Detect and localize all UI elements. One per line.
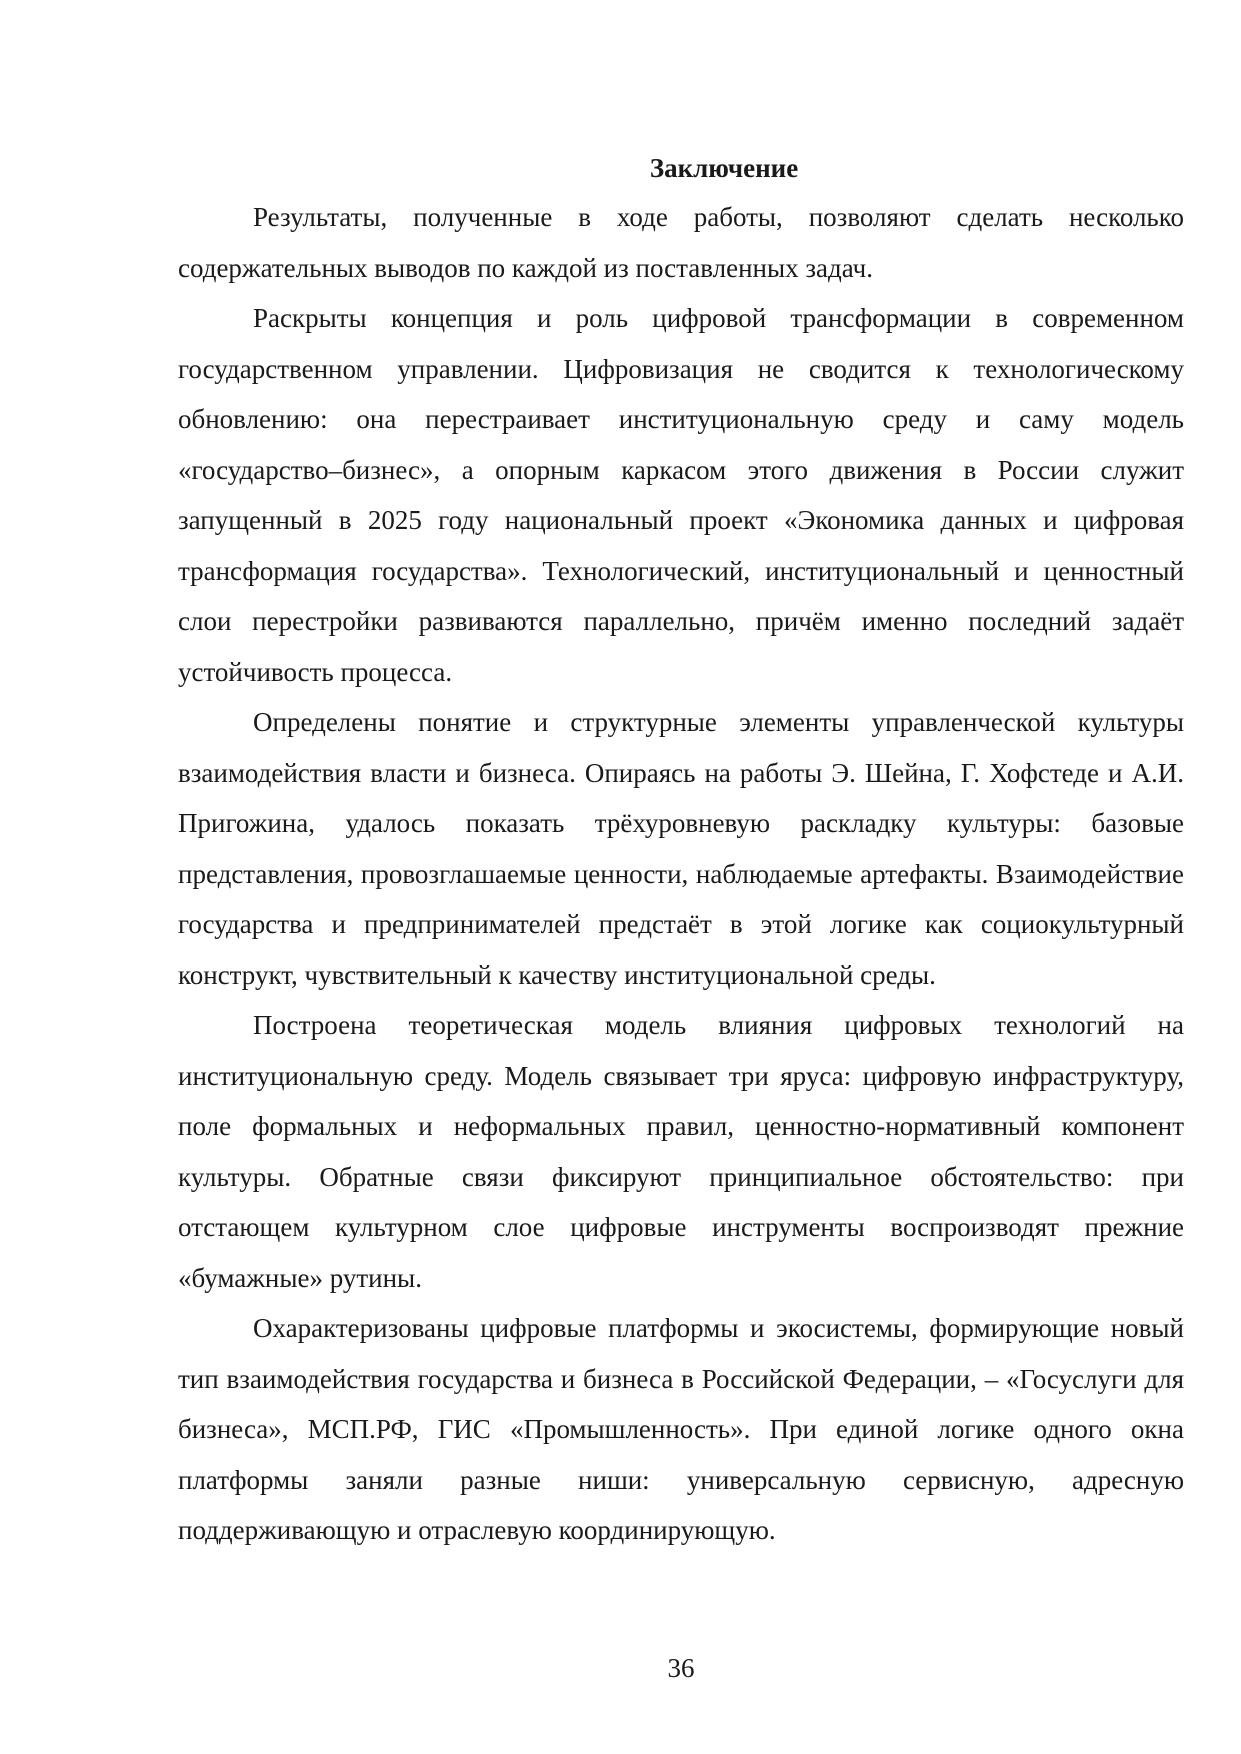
section-heading: Заключение xyxy=(649,153,799,183)
page-body xyxy=(178,144,1184,1556)
page-number: 36 xyxy=(667,1653,695,1683)
paragraph-digital-platforms: Охарактеризованы цифровые платформы и экосистемы, формирующие новый тип взаимодействия государства и бизнеса в Российской Федерации, – «Госуслуги для бизнеса», МСП.РФ, ГИС «Промышленность». При единой логике одного окна платформы заняли разные ниши: универсальную сервисную, адресную поддерживающую и отраслевую координирующую. xyxy=(178,1313,1184,1545)
paragraph-intro: Результаты, полученные в ходе работы, позволяют сделать несколько содержательных выводов по каждой из поставленных задач. xyxy=(178,202,1184,283)
paragraph-theoretical-model: Построена теоретическая модель влияния цифровых технологий на институциональную среду. Модель связывает три яруса: цифровую инфраструктуру, поле формальных и неформальных правил, ценностно-нормативный компонент культуры. Обратные связи фиксируют принципиальное обстоятельство: при отстающем культурном слое цифровые инструменты воспроизводят прежние «бумажные» рутины. xyxy=(178,1010,1184,1293)
paragraph-digital-transformation: Раскрыты концепция и роль цифровой трансформации в современном государственном управлении. Цифровизация не сводится к технологическому обновлению: она перестраивает институциональную среду и саму модель «государство–бизнес», а опорным каркасом этого движения в России служит запущенный в 2025 году национальный проект «Экономика данных и цифровая трансформация государства». Технологический, институциональный и ценностный слои перестройки развиваются параллельно, причём именно последний задаёт устойчивость процесса. xyxy=(178,303,1184,687)
paragraph-management-culture: Определены понятие и структурные элементы управленческой культуры взаимодействия власти и бизнеса. Опираясь на работы Э. Шейна, Г. Хофстеде и А.И. Пригожина, удалось показать трёхуровневую раскладку культуры: базовые представления, провозглашаемые ценности, наблюдаемые артефакты. Взаимодействие государства и предпринимателей предстаёт в этой логике как социокультурный конструкт, чувствительный к качеству институциональной среды. xyxy=(178,707,1184,990)
